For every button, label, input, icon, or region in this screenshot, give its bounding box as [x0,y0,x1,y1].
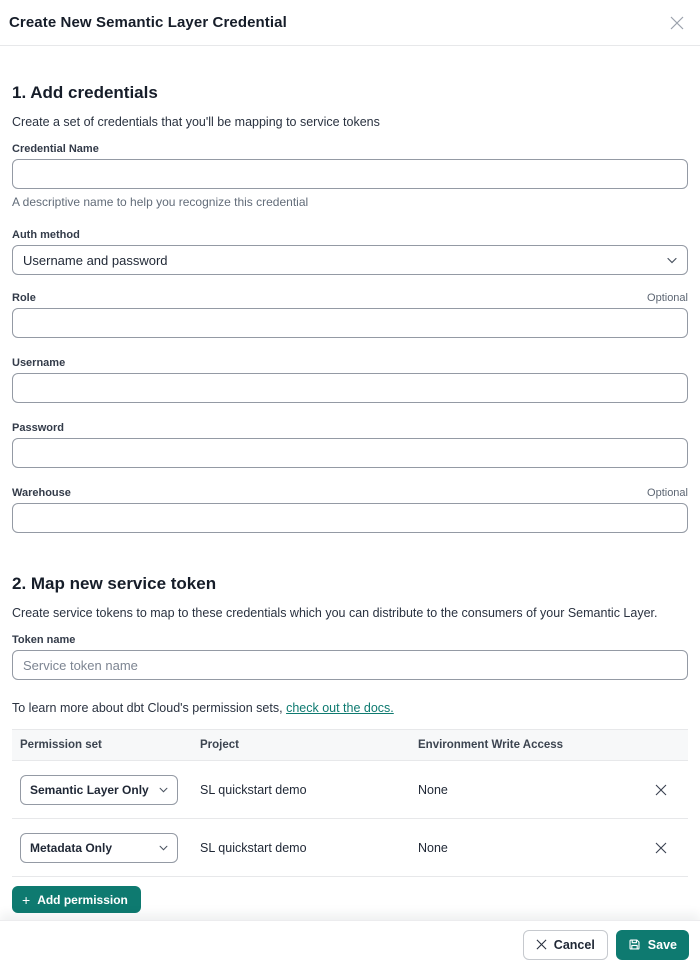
remove-icon [655,784,667,796]
username-label: Username [12,357,66,369]
credential-name-helper: A descriptive name to help you recognize this credential [12,195,309,209]
close-icon [670,16,684,30]
column-header-project: Project [200,739,239,751]
close-button[interactable] [666,12,688,34]
credential-name-field-group [12,142,688,210]
permissions-table-header [12,729,688,761]
chevron-down-icon [159,845,168,851]
username-input[interactable] [12,373,688,403]
permission-set-select[interactable] [20,775,178,805]
auth-method-label: Auth method [12,229,80,241]
chevron-down-icon [667,257,677,264]
auth-method-select[interactable] [12,245,688,275]
warehouse-optional-badge: Optional [647,487,688,499]
modal-footer [0,920,700,968]
remove-icon [655,842,667,854]
modal-body [0,46,700,913]
environment-write-access-cell: None [418,840,448,855]
token-name-label: Token name [12,634,76,646]
section2-heading: 2. Map new service token [12,574,217,593]
role-input[interactable] [12,308,688,338]
save-label: Save [647,937,677,952]
save-disk-icon [628,938,641,951]
token-name-input[interactable] [12,650,688,680]
permission-sets-note-text: To learn more about dbt Cloud's permission sets, [12,701,287,715]
plus-icon: + [22,891,31,908]
credential-name-label: Credential Name [12,143,99,155]
permissions-table [12,729,688,877]
add-permission-button[interactable] [12,886,141,913]
password-input[interactable] [12,438,688,468]
remove-row-button[interactable] [648,777,674,803]
docs-link[interactable]: check out the docs. [286,701,394,715]
section-add-credentials [12,82,688,533]
warehouse-label: Warehouse [12,487,71,499]
remove-row-button[interactable] [648,835,674,861]
table-row [12,819,688,877]
save-button[interactable] [616,930,689,960]
chevron-down-icon [159,787,168,793]
permission-set-selected-value: Semantic Layer Only [30,782,149,797]
section-map-service-token [12,573,688,913]
table-row [12,761,688,819]
section2-description: Create service tokens to map to these credentials which you can distribute to the consumers of your Semantic Layer. [12,606,658,620]
auth-method-selected-value: Username and password [23,252,168,268]
cancel-label: Cancel [553,937,595,952]
column-header-permission-set: Permission set [20,739,102,751]
modal-title: Create New Semantic Layer Credential [9,14,287,31]
section1-description: Create a set of credentials that you'll be mapping to service tokens [12,115,380,129]
permission-set-select[interactable] [20,833,178,863]
modal-header [0,0,700,46]
role-field-group [12,291,688,338]
password-label: Password [12,422,64,434]
cancel-button[interactable] [523,930,608,960]
role-optional-badge: Optional [647,292,688,304]
permission-set-selected-value: Metadata Only [30,840,113,855]
project-cell: SL quickstart demo [200,782,307,797]
token-name-field-group [12,633,688,680]
credential-name-input[interactable] [12,159,688,189]
permission-sets-note [12,700,688,716]
section1-heading: 1. Add credentials [12,83,158,102]
cancel-x-icon [536,939,547,950]
warehouse-input[interactable] [12,503,688,533]
add-permission-label: Add permission [37,892,128,907]
warehouse-field-group [12,486,688,533]
project-cell: SL quickstart demo [200,840,307,855]
environment-write-access-cell: None [418,782,448,797]
column-header-environment-write-access: Environment Write Access [418,739,564,751]
auth-method-field-group [12,228,688,275]
password-field-group [12,421,688,468]
role-label: Role [12,292,36,304]
username-field-group [12,356,688,403]
